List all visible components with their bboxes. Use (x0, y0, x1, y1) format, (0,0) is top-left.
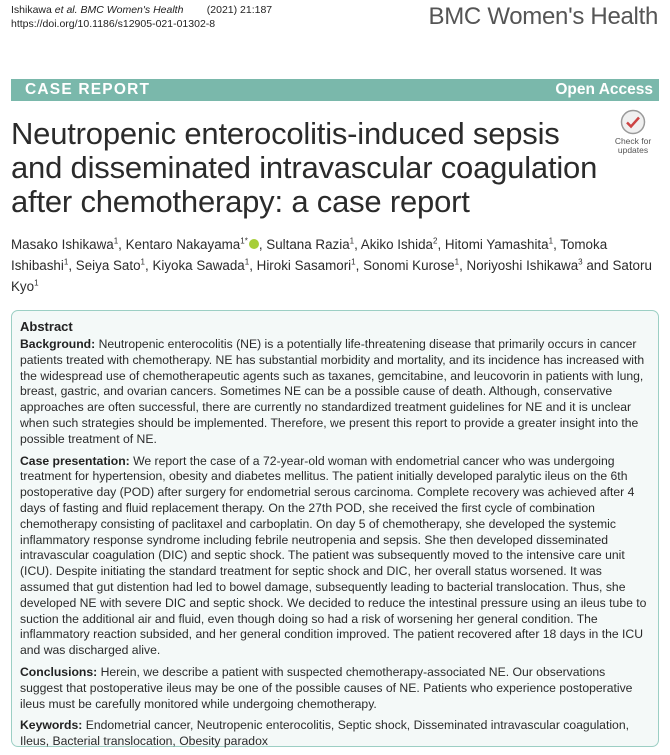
author[interactable]: Sultana Razia$^1$ (266, 236, 355, 252)
case-text: We report the case of a 72-year-old woman with endometrial cancer who was undergoing treatment for hypertension, obesity and diabetes mellitus. The patient initially developed paralytic ileus on the 6th postoperative day (POD) after surgery for endometrial serous carcinoma. Complete recovery was achieved after 4 days of fasting and fluid replacement therapy. On the 27th POD, she received the first cycle of combination chemotherapy consisting of paclitaxel and carboplatin. On day 5 of chemotherapy, she developed the systemic inflammatory response syndrome including febrile neutropenia and sepsis. She then developed disseminated intravascular coagulation (DIC) and septic shock. The patient was subsequently moved to the intensive care unit (ICU). Despite initiating the standard treatment for septic shock and DIC, her overall status worsened. It was assumed that gut distention had led to bowel damage, subsequently leading to bacterial translocation. Thus, she developed NE with severe DIC and septic shock. We decided to reduce the intestinal pressure using an ileus tube to suction the additional air and fluid, even though doing so had a risk of worsening her general condition. The inflammatory reaction subsided, and her general condition improved. The patient recovered after 18 days in the ICU and was discharged alive. (20, 453, 647, 658)
author[interactable]: Noriyoshi Ishikawa$^3$ (466, 257, 583, 273)
author[interactable]: Sonomi Kurose$^1$ (363, 257, 460, 273)
abstract-case-presentation (20, 454, 649, 659)
header-et-al: et al. (54, 4, 78, 16)
check-updates-line2: updates (617, 145, 649, 155)
header-author: Ishikawa (11, 4, 52, 16)
conclusions-label: Conclusions: (20, 664, 98, 679)
author[interactable]: Kiyoka Sawada$^1$ (152, 257, 250, 273)
orcid-icon[interactable] (249, 239, 259, 249)
check-for-updates-button[interactable] (611, 109, 655, 155)
author[interactable]: Satoru Kyo$^1$ (11, 258, 652, 294)
citation-header (11, 3, 272, 31)
check-updates-icon (620, 109, 646, 135)
header-journal: BMC Women's Health (80, 4, 184, 16)
author[interactable]: Seiya Sato$^1$ (75, 257, 145, 273)
author[interactable]: Hiroki Sasamori$^1$ (256, 257, 356, 273)
background-label: Background: (20, 337, 96, 351)
keywords-text: Endometrial cancer, Neutropenic enterocolitis, Septic shock, Disseminated intravascular coagulation, Ileus, Bacterial translocation, Obesity paradox (20, 718, 629, 749)
article-banner (11, 79, 659, 101)
background-text: Neutropenic enterocolitis (NE) is a potentially life-threatening disease that primarily occurs in cancer patients treated with chemotherapy. NE has substantial morbidity and mortality, and its incidence has increased with the widespread use of chemotherapeutic agents such as taxanes, gemcitabine, and leucovorin in patients with lung, breast, gastric, and ovarian cancers. Sometimes NE can be a possible cause of death. Although, conservative approaches are often successful, there are currently no standardized treatment guidelines for NE and it is unclear when such strategies should be implemented. Therefore, we present this report to provide a greater insight into the possible treatment of NE. (20, 337, 645, 446)
check-updates-line1: Check for (614, 136, 652, 146)
author[interactable]: Tomoka Ishibashi$^1$ (11, 237, 608, 273)
author[interactable]: Masako Ishikawa$^1$ (11, 236, 119, 252)
conclusions-text: Herein, we describe a patient with suspected chemotherapy-associated NE. Our observations suggest that postoperative ileus may be one of the possible causes of NE. Patients who experience postoperative ileus must be carefully monitored while undergoing chemotherapy. (20, 664, 633, 711)
author-list: Masako Ishikawa$^1$, Kentaro Nakayama$^{1*}$ , Sultana Razia$^1$, Akiko Ishida$^2$, Hitomi Yamashita$^1$, Tomoka Ishibashi$^1$, Seiya Sato$^1$, Kiyoka Sawada$^1$, Hiroki Sasamori$^1$, Sonomi Kurose$^1$, Noriyoshi Ishikawa$^3$ and Satoru Kyo$^1$ (11, 236, 652, 294)
article-type: CASE REPORT (25, 81, 151, 98)
open-access-label: Open Access (555, 81, 653, 98)
authors-conjunction: and (586, 258, 609, 273)
header-citation: (2021) 21:187 (206, 4, 273, 16)
keywords-label: Keywords: (20, 718, 83, 733)
abstract-box (11, 310, 659, 747)
abstract-keywords (20, 718, 649, 750)
case-label: Case presentation: (20, 453, 130, 468)
author[interactable]: Akiko Ishida$^2$ (360, 236, 438, 252)
abstract-conclusions (20, 665, 649, 712)
author[interactable]: Kentaro Nakayama$^{1*}$ (125, 236, 248, 252)
article-title: Neutropenic enterocolitis-induced sepsis and disseminated intravascular coagulation after chemotherapy: a case report (11, 116, 598, 219)
abstract-heading: Abstract (20, 319, 73, 334)
author[interactable]: Hitomi Yamashita$^1$ (444, 236, 554, 252)
doi-link[interactable]: https://doi.org/10.1186/s12905-021-01302-8 (11, 18, 216, 30)
abstract-background (20, 337, 649, 448)
journal-name: BMC Women's Health (428, 3, 658, 30)
